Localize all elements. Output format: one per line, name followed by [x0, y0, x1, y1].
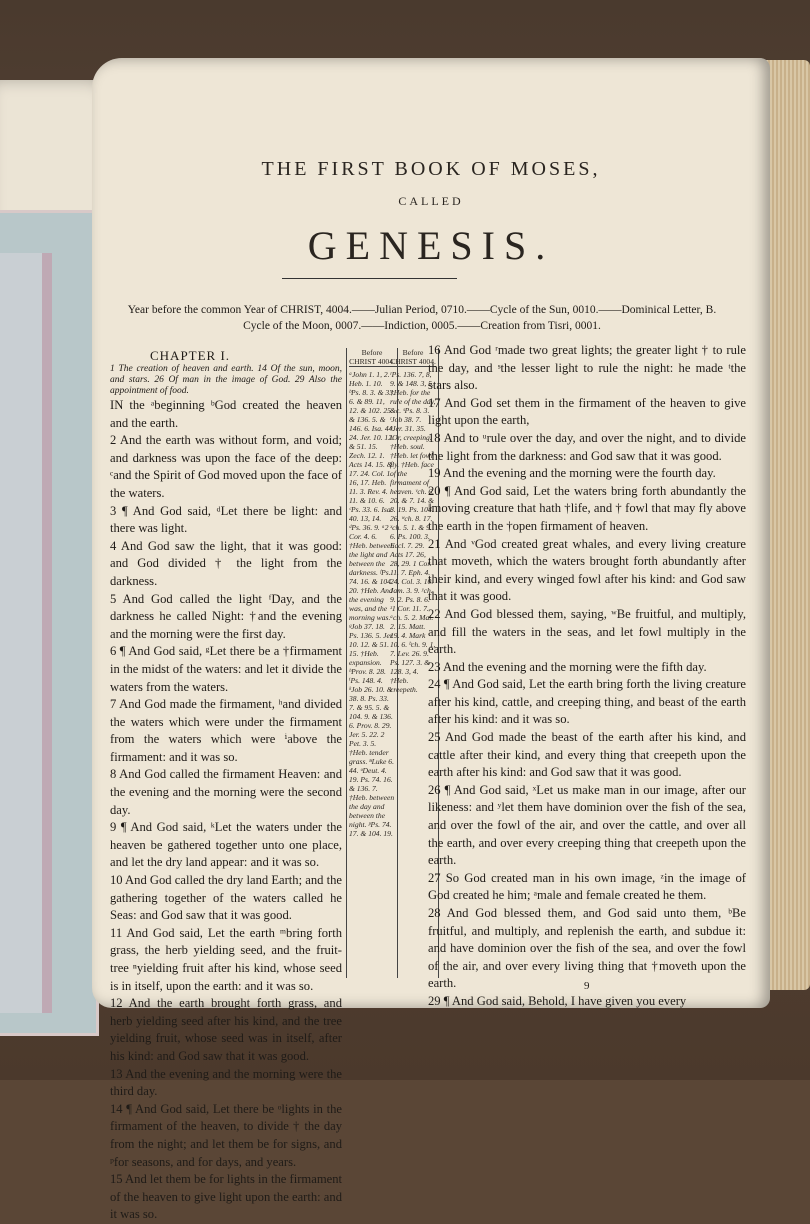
verse: 15 And let them be for lights in the firmament of the heaven to give light upon the earth: and it was so. — [110, 1172, 342, 1222]
verse: 29 ¶ And God said, Behold, I have given you every — [428, 993, 687, 1008]
page-number: 9 — [584, 980, 590, 992]
verse: 14 ¶ And God said, Let there be ᵒlights in the firmament of the heaven, to divide † the day from the night; and let them be for signs, and ᵖfor seasons, and for days, and years. — [110, 1101, 342, 1169]
margin-notes-right: ʳPs. 136. 7, 8, 9. & 148. 3, 5. †Heb. for the rule of the day, &c. ˢPs. 8. 3. ᵗJob 38. 7. ᵘJer. 31. 35. ‖Or, creeping. †Heb. soul. †Heb. let fowl fly. †Heb. face of the firmament of heaven. ᵛch. 6. 20. & 7. 14. & 8. 19. Ps. 104. 26. ʷch. 8. 17. ˣch. 5. 1. & 9. 6. Ps. 100. 3. Eccl. 7. 29. Acts 17. 26, 28, 29. 1 Cor. 11. 7. Eph. 4. 24. Col. 3. 10. Jam. 3. 9. ʸch. 9. 2. Ps. 8. 6. ᶻ1 Cor. 11. 7. ᵃch. 5. 2. Mal. 2. 15. Matt. 19. 4. Mark 10. 6. ᵇch. 9. 1, 7. Lev. 26. 9. Ps. 127. 3. & 128. 3, 4. †Heb. creepeth. — [390, 370, 436, 694]
verse: 3 ¶ And God said, ᵈLet there be light: and there was light. — [110, 503, 342, 536]
right-text-column — [428, 342, 746, 1011]
verse: 22 And God blessed them, saying, ʷBe fruitful, and multiply, and fill the waters in the seas, and let fowl multiply in the earth. — [428, 606, 746, 657]
verse: 23 And the evening and the morning were the fifth day. — [428, 659, 707, 674]
verse: 18 And to ᵘrule over the day, and over the night, and to divide the light from the darkness: and God saw that it was good. — [428, 430, 746, 463]
left-text-column — [110, 364, 342, 1224]
chapter-heading: CHAPTER I. — [150, 348, 231, 363]
verse: 21 And ᵛGod created great whales, and every living creature that moveth, which the waters brought forth abundantly after their kind, and every winged fowl after his kind: and God saw that it was good. — [428, 536, 746, 604]
book-title: GENESIS. — [307, 223, 555, 268]
verse: 17 And God set them in the firmament of the heaven to give light upon the earth, — [428, 395, 746, 428]
verse: 10 And God called the dry land Earth; and the gathering together of the waters called he Seas: and God saw that it was good. — [110, 873, 342, 923]
title-rule — [282, 278, 457, 279]
verse: 12 And the earth brought forth grass, and herb yielding seed after his kind, and the tree yielding fruit, whose seed was in itself, after his kind: and God saw that it was good. — [110, 996, 342, 1063]
book-called-label: CALLED — [398, 194, 464, 208]
verse: 27 So God created man in his own image, ᶻin the image of God created he him; ᵃmale and female created he them. — [428, 870, 746, 903]
margin-head-left: Before CHRIST 4004. — [349, 348, 395, 366]
verse: IN the ᵃbeginning ᵇGod created the heaven and the earth. — [110, 398, 342, 430]
verse: 16 And God ʳmade two great lights; the greater light † to rule the day, and ˢthe lesser light to rule the night: he made ᵗthe stars also. — [428, 343, 746, 393]
margin-notes-left: ᵃJohn 1. 1, 2. Heb. 1. 10. ᵇPs. 8. 3. & 33. 6. & 89. 11, 12. & 102. 25. & 136. 5. & 146. 6. Isa. 44. 24. Jer. 10. 12. & 51. 15. Zech. 12. 1. Acts 14. 15. & 17. 24. Col. 1. 16, 17. Heb. 11. 3. Rev. 4. 11. & 10. 6. ᶜPs. 33. 6. Isa. 40. 13, 14. ᵈPs. 36. 9. ᵅ2 Cor. 4. 6. †Heb. between the light and between the darkness. ᶠPs. 74. 16. & 104. 20. †Heb. And the evening was, and the morning was. ᵍJob 37. 18. Ps. 136. 5. Jer. 10. 12. & 51. 15. †Heb. expansion. ʰProv. 8. 28. ⁱPs. 148. 4. ᵏJob 26. 10. & 38. 8. Ps. 33. 7. & 95. 5. & 104. 9. & 136. 6. Prov. 8. 29. Jer. 5. 22. 2 Pet. 3. 5. †Heb. tender grass. ⁿLuke 6. 44. ᵒDeut. 4. 19. Ps. 74. 16. & 136. 7. †Heb. between the day and between the night. ᵖPs. 74. 17. & 104. 19. — [349, 370, 395, 838]
verse: 28 And God blessed them, and God said unto them, ᵇBe fruitful, and multiply, and replenish the earth, and subdue it: and have dominion over the fish of the sea, and over the fowl of the air, and over every living thing that †moveth upon the earth. — [428, 906, 746, 991]
verse: 4 And God saw the light, that it was good: and God divided † the light from the darkness. — [110, 538, 342, 588]
chronology-line-1: Year before the common Year of CHRIST, 4004.——Julian Period, 0710.——Cycle of the Sun, 0010.——Dominical Letter, B. — [127, 304, 717, 316]
verse: 5 And God called the light ᶠDay, and the darkness he called Night: †and the evening and the morning were the first day. — [110, 591, 342, 641]
verse: 13 And the evening and the morning were the third day. — [110, 1066, 342, 1099]
book-super-title: THE FIRST BOOK OF MOSES, — [261, 158, 601, 180]
plate-tissue — [0, 253, 52, 1013]
verse: 25 And God made the beast of the earth after his kind, and cattle after their kind, and every thing that creepeth upon the earth after his kind: and God saw that it was good. — [428, 730, 746, 780]
illustration-plate — [0, 210, 99, 1036]
verse: 20 ¶ And God said, Let the waters bring forth abundantly the ‖moving creature that hath †life, and † fowl that may fly above the earth in the †open firmament of heaven. — [428, 483, 746, 533]
bible-page — [92, 58, 770, 1222]
verse: 26 ¶ And God said, ˣLet us make man in our image, after our likeness: and ʸlet them have dominion over the fish of the sea, and over the fowl of the air, and over the cattle, and over all the earth, and over every creeping thing that creepeth upon the earth. — [428, 782, 746, 868]
verse: 19 And the evening and the morning were the fourth day. — [428, 466, 716, 481]
chapter-summary: 1 The creation of heaven and earth. 14 Of the sun, moon, and stars. 26 Of man in the image of God. 29 Also the appointment of food. — [110, 364, 342, 396]
verse: 2 And the earth was without form, and void; and darkness was upon the face of the deep: ᶜand the Spirit of God moved upon the face of the waters. — [110, 433, 342, 500]
margin-head-right: Before CHRIST 4004. — [390, 348, 436, 366]
verse: 7 And God made the firmament, ʰand divided the waters which were under the firmament from the waters which were ⁱabove the firmament: and it was so. — [110, 697, 342, 764]
right-verses — [428, 342, 746, 1011]
verse: 24 ¶ And God said, Let the earth bring forth the living creature after his kind, cattle, and creeping thing, and beast of the earth after his kind: and it was so. — [428, 677, 746, 727]
chronology-line-2: Cycle of the Moon, 0007.——Indiction, 0005.——Creation from Tisri, 0001. — [243, 320, 601, 332]
verse: 8 And God called the firmament Heaven: and the evening and the morning were the second day. — [110, 767, 342, 817]
left-verses — [110, 397, 342, 1224]
chronology — [102, 302, 742, 334]
verse: 6 ¶ And God said, ᵍLet there be a †firmament in the midst of the waters: and let it divide the waters from the waters. — [110, 644, 342, 694]
verse: 11 And God said, Let the earth ᵐbring forth grass, the herb yielding seed, and the fruit-tree ⁿyielding fruit after his kind, whose seed is in itself, upon the earth: and it was so. — [110, 925, 342, 993]
verse: 9 ¶ And God said, ᵏLet the waters under the heaven be gathered together unto one place, and let the dry land appear: and it was so. — [110, 820, 342, 870]
